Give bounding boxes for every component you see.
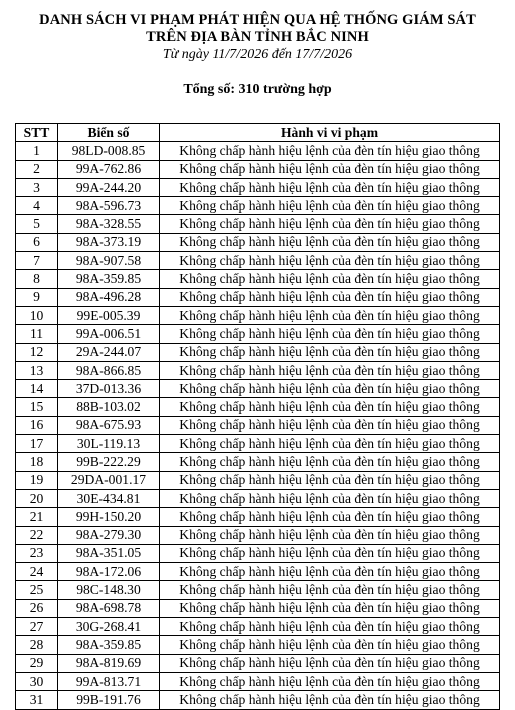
- cell-stt: 24: [16, 563, 58, 581]
- cell-stt: 13: [16, 361, 58, 379]
- cell-stt: 19: [16, 471, 58, 489]
- document-title-line1: DANH SÁCH VI PHẠM PHÁT HIỆN QUA HỆ THỐNG GIÁM SÁT: [39, 12, 476, 28]
- cell-plate: 99A-762.86: [58, 160, 160, 178]
- cell-plate: 98A-866.85: [58, 361, 160, 379]
- cell-plate: 98A-359.85: [58, 636, 160, 654]
- cell-violation: Không chấp hành hiệu lệnh của đèn tín hiệu giao thông: [160, 306, 500, 324]
- cell-plate: 29DA-001.17: [58, 471, 160, 489]
- document-title-line2: TRÊN ĐỊA BÀN TỈNH BẮC NINH: [146, 29, 369, 45]
- table-row: [16, 325, 500, 343]
- cell-plate: 98A-373.19: [58, 233, 160, 251]
- cell-plate: 99A-813.71: [58, 672, 160, 690]
- cell-plate: 98A-328.55: [58, 215, 160, 233]
- cell-stt: 27: [16, 618, 58, 636]
- document-header: [0, 0, 515, 98]
- cell-violation: Không chấp hành hiệu lệnh của đèn tín hiệu giao thông: [160, 160, 500, 178]
- cell-plate: 98LD-008.85: [58, 142, 160, 160]
- table-row: [16, 508, 500, 526]
- cell-stt: 22: [16, 526, 58, 544]
- cell-violation: Không chấp hành hiệu lệnh của đèn tín hiệu giao thông: [160, 178, 500, 196]
- table-row: [16, 599, 500, 617]
- table-row: [16, 581, 500, 599]
- cell-stt: 28: [16, 636, 58, 654]
- cell-stt: 17: [16, 435, 58, 453]
- table-row: [16, 252, 500, 270]
- table-row: [16, 636, 500, 654]
- cell-stt: 16: [16, 416, 58, 434]
- cell-violation: Không chấp hành hiệu lệnh của đèn tín hiệu giao thông: [160, 380, 500, 398]
- cell-plate: 99H-150.20: [58, 508, 160, 526]
- cell-stt: 18: [16, 453, 58, 471]
- table-row: [16, 435, 500, 453]
- cell-plate: 98C-148.30: [58, 581, 160, 599]
- cell-stt: 10: [16, 306, 58, 324]
- table-row: [16, 270, 500, 288]
- cell-stt: 23: [16, 544, 58, 562]
- cell-violation: Không chấp hành hiệu lệnh của đèn tín hiệu giao thông: [160, 599, 500, 617]
- table-row: [16, 197, 500, 215]
- table-row: [16, 691, 500, 709]
- table-row: [16, 361, 500, 379]
- cell-stt: 31: [16, 691, 58, 709]
- table-row: [16, 489, 500, 507]
- cell-plate: 30E-434.81: [58, 489, 160, 507]
- cell-plate: 98A-351.05: [58, 544, 160, 562]
- cell-violation: Không chấp hành hiệu lệnh của đèn tín hiệu giao thông: [160, 398, 500, 416]
- cell-stt: 1: [16, 142, 58, 160]
- cell-plate: 30L-119.13: [58, 435, 160, 453]
- cell-stt: 6: [16, 233, 58, 251]
- table-row: [16, 288, 500, 306]
- header-plate: Biển số: [58, 124, 160, 142]
- table-header-row: [16, 124, 500, 142]
- cell-violation: Không chấp hành hiệu lệnh của đèn tín hiệu giao thông: [160, 288, 500, 306]
- date-range: Từ ngày 11/7/2026 đến 17/7/2026: [162, 47, 353, 62]
- cell-plate: 98A-496.28: [58, 288, 160, 306]
- cell-violation: Không chấp hành hiệu lệnh của đèn tín hiệu giao thông: [160, 489, 500, 507]
- cell-stt: 7: [16, 252, 58, 270]
- cell-plate: 98A-819.69: [58, 654, 160, 672]
- cell-plate: 99E-005.39: [58, 306, 160, 324]
- header-violation: Hành vi vi phạm: [160, 124, 500, 142]
- cell-violation: Không chấp hành hiệu lệnh của đèn tín hiệu giao thông: [160, 672, 500, 690]
- cell-violation: Không chấp hành hiệu lệnh của đèn tín hiệu giao thông: [160, 636, 500, 654]
- table-row: [16, 178, 500, 196]
- table-row: [16, 526, 500, 544]
- cell-violation: Không chấp hành hiệu lệnh của đèn tín hiệu giao thông: [160, 361, 500, 379]
- cell-violation: Không chấp hành hiệu lệnh của đèn tín hiệu giao thông: [160, 325, 500, 343]
- cell-violation: Không chấp hành hiệu lệnh của đèn tín hiệu giao thông: [160, 508, 500, 526]
- cell-plate: 98A-698.78: [58, 599, 160, 617]
- cell-stt: 4: [16, 197, 58, 215]
- cell-stt: 30: [16, 672, 58, 690]
- cell-violation: Không chấp hành hiệu lệnh của đèn tín hiệu giao thông: [160, 471, 500, 489]
- table-row: [16, 672, 500, 690]
- cell-plate: 98A-596.73: [58, 197, 160, 215]
- cell-stt: 15: [16, 398, 58, 416]
- cell-plate: 98A-675.93: [58, 416, 160, 434]
- cell-plate: 88B-103.02: [58, 398, 160, 416]
- table-row: [16, 544, 500, 562]
- cell-plate: 30G-268.41: [58, 618, 160, 636]
- cell-stt: 3: [16, 178, 58, 196]
- cell-violation: Không chấp hành hiệu lệnh của đèn tín hiệu giao thông: [160, 270, 500, 288]
- table-row: [16, 563, 500, 581]
- cell-violation: Không chấp hành hiệu lệnh của đèn tín hiệu giao thông: [160, 142, 500, 160]
- cell-stt: 26: [16, 599, 58, 617]
- cell-plate: 98A-172.06: [58, 563, 160, 581]
- cell-violation: Không chấp hành hiệu lệnh của đèn tín hiệu giao thông: [160, 215, 500, 233]
- cell-violation: Không chấp hành hiệu lệnh của đèn tín hiệu giao thông: [160, 563, 500, 581]
- cell-violation: Không chấp hành hiệu lệnh của đèn tín hiệu giao thông: [160, 197, 500, 215]
- cell-stt: 9: [16, 288, 58, 306]
- cell-plate: 99A-244.20: [58, 178, 160, 196]
- table-row: [16, 654, 500, 672]
- table-row: [16, 343, 500, 361]
- table-row: [16, 453, 500, 471]
- cell-violation: Không chấp hành hiệu lệnh của đèn tín hiệu giao thông: [160, 233, 500, 251]
- cell-violation: Không chấp hành hiệu lệnh của đèn tín hiệu giao thông: [160, 252, 500, 270]
- cell-violation: Không chấp hành hiệu lệnh của đèn tín hiệu giao thông: [160, 435, 500, 453]
- table-row: [16, 618, 500, 636]
- cell-violation: Không chấp hành hiệu lệnh của đèn tín hiệu giao thông: [160, 691, 500, 709]
- cell-violation: Không chấp hành hiệu lệnh của đèn tín hiệu giao thông: [160, 618, 500, 636]
- cell-violation: Không chấp hành hiệu lệnh của đèn tín hiệu giao thông: [160, 654, 500, 672]
- total-count: Tổng số: 310 trường hợp: [183, 82, 332, 97]
- table-row: [16, 398, 500, 416]
- table-row: [16, 306, 500, 324]
- cell-violation: Không chấp hành hiệu lệnh của đèn tín hiệu giao thông: [160, 416, 500, 434]
- table-row: [16, 471, 500, 489]
- cell-violation: Không chấp hành hiệu lệnh của đèn tín hiệu giao thông: [160, 544, 500, 562]
- cell-stt: 21: [16, 508, 58, 526]
- table-row: [16, 160, 500, 178]
- cell-violation: Không chấp hành hiệu lệnh của đèn tín hiệu giao thông: [160, 526, 500, 544]
- table-row: [16, 233, 500, 251]
- cell-stt: 11: [16, 325, 58, 343]
- header-stt: STT: [16, 124, 58, 142]
- table-row: [16, 380, 500, 398]
- cell-violation: Không chấp hành hiệu lệnh của đèn tín hiệu giao thông: [160, 453, 500, 471]
- cell-violation: Không chấp hành hiệu lệnh của đèn tín hiệu giao thông: [160, 581, 500, 599]
- cell-plate: 29A-244.07: [58, 343, 160, 361]
- table-row: [16, 142, 500, 160]
- table-row: [16, 215, 500, 233]
- cell-plate: 98A-907.58: [58, 252, 160, 270]
- cell-stt: 20: [16, 489, 58, 507]
- cell-stt: 8: [16, 270, 58, 288]
- cell-plate: 99A-006.51: [58, 325, 160, 343]
- cell-plate: 98A-359.85: [58, 270, 160, 288]
- cell-stt: 25: [16, 581, 58, 599]
- cell-stt: 5: [16, 215, 58, 233]
- cell-stt: 12: [16, 343, 58, 361]
- cell-stt: 14: [16, 380, 58, 398]
- table-row: [16, 416, 500, 434]
- cell-plate: 99B-191.76: [58, 691, 160, 709]
- cell-plate: 37D-013.36: [58, 380, 160, 398]
- cell-violation: Không chấp hành hiệu lệnh của đèn tín hiệu giao thông: [160, 343, 500, 361]
- violations-table: [15, 123, 500, 710]
- cell-plate: 98A-279.30: [58, 526, 160, 544]
- cell-stt: 2: [16, 160, 58, 178]
- table-body: [16, 142, 500, 709]
- cell-stt: 29: [16, 654, 58, 672]
- cell-plate: 99B-222.29: [58, 453, 160, 471]
